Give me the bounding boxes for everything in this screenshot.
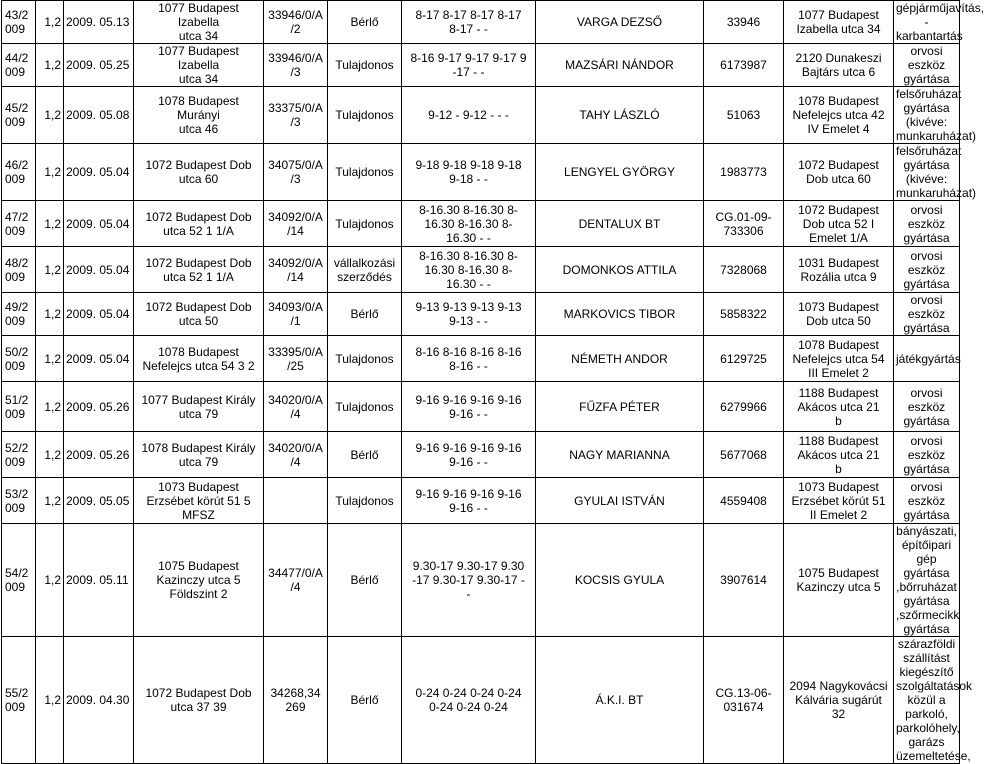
row-index: 52/2 009 (2, 432, 36, 478)
legal-title-cell: Bérlő (328, 293, 402, 336)
lot-id-cell: 33395/0/A /25 (264, 336, 328, 382)
registration-cell: 6129725 (704, 336, 784, 382)
row-index: 51/2 009 (2, 382, 36, 432)
row-index: 44/2 009 (2, 44, 36, 87)
activity-cell: játékgyártás (894, 336, 960, 382)
lot-id-cell: 33946/0/A /2 (264, 1, 328, 44)
opening-hours-cell: 9-16 9-16 9-16 9-16 9-16 - - (402, 478, 536, 524)
date-cell: 2009. 05.13 (64, 1, 134, 44)
address-cell: 1072 Budapest Dob utca 37 39 (134, 637, 264, 764)
operator-name-cell: DENTALUX BT (536, 201, 704, 247)
lot-id-cell: 34268,34 269 (264, 637, 328, 764)
table-row (2, 144, 960, 201)
date-cell: 2009. 05.04 (64, 201, 134, 247)
activity-cell: felsőruházat gyártása (kivéve: munkaruházat) (894, 144, 960, 201)
lot-id-cell: 34093/0/A /1 (264, 293, 328, 336)
activity-cell: orvosi eszköz gyártása (894, 382, 960, 432)
row-index: 50/2 009 (2, 336, 36, 382)
date-cell: 2009. 05.11 (64, 524, 134, 637)
table-row (2, 247, 960, 293)
opening-hours-cell: 0-24 0-24 0-24 0-24 0-24 0-24 0-24 (402, 637, 536, 764)
legal-title-cell: Bérlő (328, 1, 402, 44)
pages-count: 1,2 (36, 201, 64, 247)
address-cell: 1077 Budapest Izabella utca 34 (134, 1, 264, 44)
lot-id-cell: 34477/0/A /4 (264, 524, 328, 637)
registration-cell: 3907614 (704, 524, 784, 637)
seat-address-cell: 1072 Budapest Dob utca 60 (784, 144, 894, 201)
opening-hours-cell: 9-13 9-13 9-13 9-13 9-13 - - (402, 293, 536, 336)
date-cell: 2009. 04.30 (64, 637, 134, 764)
legal-title-cell: Bérlő (328, 637, 402, 764)
table-row (2, 478, 960, 524)
legal-title-cell: Tulajdonos (328, 87, 402, 144)
lot-id-cell: 34075/0/A /3 (264, 144, 328, 201)
opening-hours-cell: 9-16 9-16 9-16 9-16 9-16 - - (402, 432, 536, 478)
activity-cell: orvosi eszköz gyártása (894, 247, 960, 293)
registration-cell: 7328068 (704, 247, 784, 293)
opening-hours-cell: 9-12 - 9-12 - - - (402, 87, 536, 144)
registry-table (1, 0, 984, 764)
address-cell: 1072 Budapest Dob utca 60 (134, 144, 264, 201)
seat-address-cell: 1078 Budapest Nefelejcs utca 42 IV Emelet 4 (784, 87, 894, 144)
seat-address-cell: 2094 Nagykovácsi Kálvária sugárút 32 (784, 637, 894, 764)
address-cell: 1077 Budapest Király utca 79 (134, 382, 264, 432)
date-cell: 2009. 05.04 (64, 336, 134, 382)
operator-name-cell: LENGYEL GYÖRGY (536, 144, 704, 201)
address-cell: 1075 Budapest Kazinczy utca 5 Földszint 2 (134, 524, 264, 637)
operator-name-cell: NÉMETH ANDOR (536, 336, 704, 382)
table-row (2, 637, 960, 764)
operator-name-cell: NAGY MARIANNA (536, 432, 704, 478)
activity-cell: orvosi eszköz gyártása (894, 44, 960, 87)
seat-address-cell: 1073 Budapest Dob utca 50 (784, 293, 894, 336)
opening-hours-cell: 8-16 8-16 8-16 8-16 8-16 - - (402, 336, 536, 382)
date-cell: 2009. 05.05 (64, 478, 134, 524)
table-row (2, 293, 960, 336)
operator-name-cell: FŰZFA PÉTER (536, 382, 704, 432)
pages-count: 1,2 (36, 87, 64, 144)
registration-cell: 4559408 (704, 478, 784, 524)
address-cell: 1077 Budapest Izabella utca 34 (134, 44, 264, 87)
lot-id-cell: 33946/0/A /3 (264, 44, 328, 87)
operator-name-cell: Á.K.I. BT (536, 637, 704, 764)
seat-address-cell: 1075 Budapest Kazinczy utca 5 (784, 524, 894, 637)
pages-count: 1,2 (36, 247, 64, 293)
table-row (2, 524, 960, 637)
row-index: 46/2 009 (2, 144, 36, 201)
pages-count: 1,2 (36, 44, 64, 87)
registration-cell: 5677068 (704, 432, 784, 478)
registration-cell: CG.13-06- 031674 (704, 637, 784, 764)
activity-cell: szárazföldi szállítást kiegészítő szolgáltatások közül a parkoló, parkolóhely, garázs üzemeltetése, (894, 637, 960, 764)
opening-hours-cell: 8-17 8-17 8-17 8-17 8-17 - - (402, 1, 536, 44)
table-row (2, 1, 960, 44)
seat-address-cell: 1078 Budapest Nefelejcs utca 54 III Emelet 2 (784, 336, 894, 382)
opening-hours-cell: 8-16.30 8-16.30 8- 16.30 8-16.30 8- 16.30 - - (402, 201, 536, 247)
opening-hours-cell: 8-16 9-17 9-17 9-17 9 -17 - - (402, 44, 536, 87)
registration-cell: 33946 (704, 1, 784, 44)
activity-cell: bányászati, építőipari gép gyártása ,bőrruházat gyártása ,szőrmecikk gyártása (894, 524, 960, 637)
activity-cell: gépjárműjavítás, - karbantartás (894, 1, 960, 44)
date-cell: 2009. 05.26 (64, 382, 134, 432)
row-index: 53/2 009 (2, 478, 36, 524)
operator-name-cell: DOMONKOS ATTILA (536, 247, 704, 293)
activity-cell: felsőruházat gyártása (kivéve: munkaruházat) (894, 87, 960, 144)
lot-id-cell: 34092/0/A /14 (264, 201, 328, 247)
legal-title-cell: Bérlő (328, 432, 402, 478)
seat-address-cell: 1031 Budapest Rozália utca 9 (784, 247, 894, 293)
registration-cell: 51063 (704, 87, 784, 144)
activity-cell: orvosi eszköz gyártása (894, 201, 960, 247)
seat-address-cell: 1188 Budapest Akácos utca 21 b (784, 432, 894, 478)
pages-count: 1,2 (36, 293, 64, 336)
table-row (2, 87, 960, 144)
address-cell: 1072 Budapest Dob utca 50 (134, 293, 264, 336)
seat-address-cell: 2120 Dunakeszi Bajtárs utca 6 (784, 44, 894, 87)
seat-address-cell: 1072 Budapest Dob utca 52 I Emelet 1/A (784, 201, 894, 247)
date-cell: 2009. 05.04 (64, 247, 134, 293)
pages-count: 1,2 (36, 432, 64, 478)
pages-count: 1,2 (36, 144, 64, 201)
pages-count: 1,2 (36, 478, 64, 524)
row-index: 48/2 009 (2, 247, 36, 293)
registration-cell: CG.01-09- 733306 (704, 201, 784, 247)
activity-cell: orvosi eszköz gyártása (894, 432, 960, 478)
address-cell: 1072 Budapest Dob utca 52 1 1/A (134, 247, 264, 293)
pages-count: 1,2 (36, 382, 64, 432)
lot-id-cell: 33375/0/A /3 (264, 87, 328, 144)
address-cell: 1078 Budapest Király utca 79 (134, 432, 264, 478)
row-index: 43/2 009 (2, 1, 36, 44)
legal-title-cell: Tulajdonos (328, 44, 402, 87)
lot-id-cell (264, 478, 328, 524)
operator-name-cell: VARGA DEZSŐ (536, 1, 704, 44)
opening-hours-cell: 9-18 9-18 9-18 9-18 9-18 - - (402, 144, 536, 201)
address-cell: 1078 Budapest Nefelejcs utca 54 3 2 (134, 336, 264, 382)
row-index: 45/2 009 (2, 87, 36, 144)
registration-cell: 5858322 (704, 293, 784, 336)
legal-title-cell: Tulajdonos (328, 382, 402, 432)
date-cell: 2009. 05.08 (64, 87, 134, 144)
row-index: 54/2 009 (2, 524, 36, 637)
date-cell: 2009. 05.26 (64, 432, 134, 478)
date-cell: 2009. 05.04 (64, 293, 134, 336)
seat-address-cell: 1077 Budapest Izabella utca 34 (784, 1, 894, 44)
legal-title-cell: Tulajdonos (328, 336, 402, 382)
lot-id-cell: 34020/0/A /4 (264, 382, 328, 432)
lot-id-cell: 34092/0/A /14 (264, 247, 328, 293)
table-row (2, 336, 960, 382)
registration-cell: 6279966 (704, 382, 784, 432)
seat-address-cell: 1188 Budapest Akácos utca 21 b (784, 382, 894, 432)
legal-title-cell: Bérlő (328, 524, 402, 637)
legal-title-cell: Tulajdonos (328, 144, 402, 201)
pages-count: 1,2 (36, 336, 64, 382)
table-row (2, 44, 960, 87)
activity-cell: orvosi eszköz gyártása (894, 293, 960, 336)
date-cell: 2009. 05.04 (64, 144, 134, 201)
operator-name-cell: MAZSÁRI NÁNDOR (536, 44, 704, 87)
registration-cell: 1983773 (704, 144, 784, 201)
row-index: 55/2 009 (2, 637, 36, 764)
table-row (2, 382, 960, 432)
table-row (2, 201, 960, 247)
operator-name-cell: GYULAI ISTVÁN (536, 478, 704, 524)
address-cell: 1073 Budapest Erzsébet körút 51 5 MFSZ (134, 478, 264, 524)
opening-hours-cell: 9.30-17 9.30-17 9.30 -17 9.30-17 9.30-17 - - (402, 524, 536, 637)
address-cell: 1072 Budapest Dob utca 52 1 1/A (134, 201, 264, 247)
registration-cell: 6173987 (704, 44, 784, 87)
row-index: 47/2 009 (2, 201, 36, 247)
pages-count: 1,2 (36, 1, 64, 44)
date-cell: 2009. 05.25 (64, 44, 134, 87)
opening-hours-cell: 9-16 9-16 9-16 9-16 9-16 - - (402, 382, 536, 432)
opening-hours-cell: 8-16.30 8-16.30 8- 16.30 8-16.30 8- 16.30 - - (402, 247, 536, 293)
operator-name-cell: TAHY LÁSZLÓ (536, 87, 704, 144)
pages-count: 1,2 (36, 637, 64, 764)
legal-title-cell: Tulajdonos (328, 201, 402, 247)
pages-count: 1,2 (36, 524, 64, 637)
activity-cell: orvosi eszköz gyártása (894, 478, 960, 524)
operator-name-cell: KOCSIS GYULA (536, 524, 704, 637)
legal-title-cell: Tulajdonos (328, 478, 402, 524)
seat-address-cell: 1073 Budapest Erzsébet körút 51 II Emelet 2 (784, 478, 894, 524)
row-index: 49/2 009 (2, 293, 36, 336)
table-row (2, 432, 960, 478)
lot-id-cell: 34020/0/A /4 (264, 432, 328, 478)
legal-title-cell: vállalkozási szerződés (328, 247, 402, 293)
address-cell: 1078 Budapest Murányi utca 46 (134, 87, 264, 144)
operator-name-cell: MARKOVICS TIBOR (536, 293, 704, 336)
